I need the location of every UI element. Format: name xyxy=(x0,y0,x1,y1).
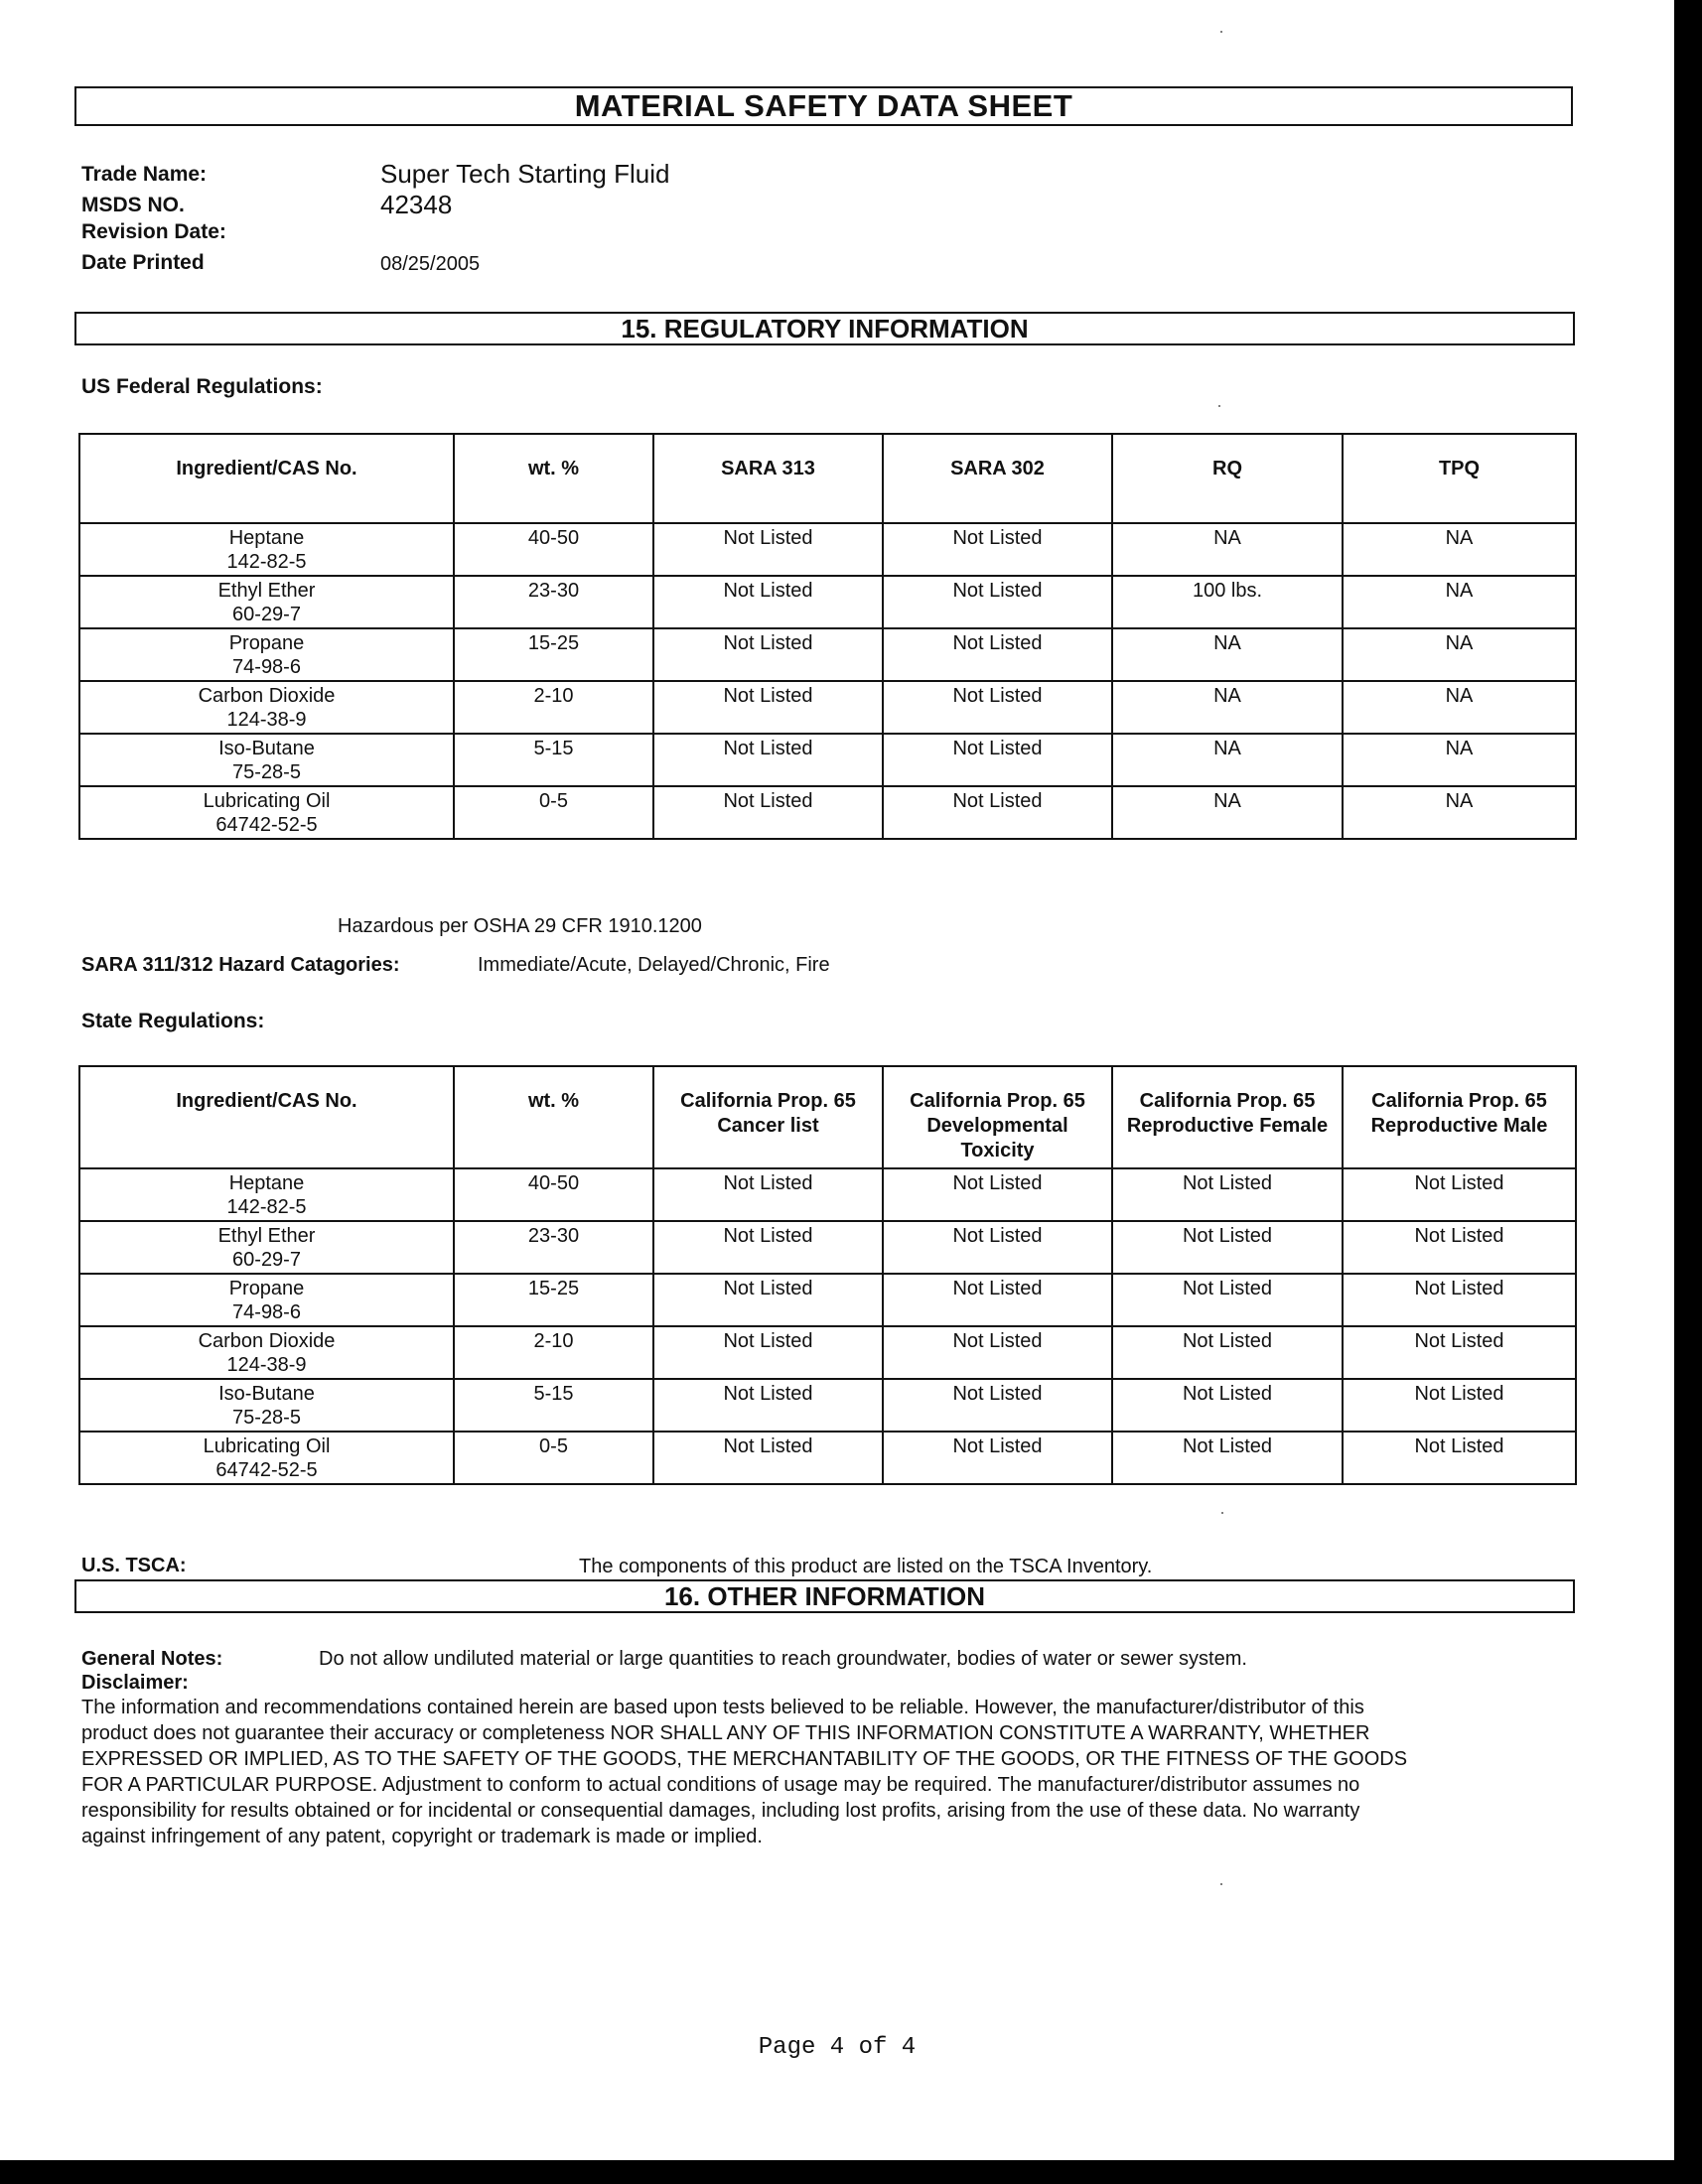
table-cell: NA xyxy=(1343,734,1576,786)
table-cell: Not Listed xyxy=(883,734,1112,786)
table-cell: NA xyxy=(1343,681,1576,734)
table-cell: Not Listed xyxy=(883,1221,1112,1274)
ingredient-name: Carbon Dioxide xyxy=(198,685,336,707)
table-row xyxy=(79,576,1576,628)
column-header xyxy=(454,1066,653,1168)
table-row xyxy=(79,786,1576,839)
column-header-line: Cancer list xyxy=(717,1115,819,1137)
table-cell: Not Listed xyxy=(653,628,883,681)
weight-percent-cell: 5-15 xyxy=(454,734,653,786)
table-cell: Not Listed xyxy=(1112,1432,1343,1484)
table-cell: Not Listed xyxy=(1112,1326,1343,1379)
state-regulations-heading: State Regulations: xyxy=(81,1010,265,1032)
table-cell: 100 lbs. xyxy=(1112,576,1343,628)
msds-no-value: 42348 xyxy=(380,190,453,219)
msds-no-label: MSDS NO. xyxy=(81,194,185,216)
column-header-line: Toxicity xyxy=(960,1140,1035,1161)
column-header: SARA 302 xyxy=(883,434,1112,523)
column-header-line: California Prop. 65 xyxy=(1139,1090,1316,1112)
ingredient-name: Heptane xyxy=(228,527,305,549)
disclaimer-line: The information and recommendations contained herein are based upon tests believed to be reliable. However, the manufacturer/distributor of this xyxy=(81,1697,1364,1718)
disclaimer-line: product does not guarantee their accuracy or completeness NOR SHALL ANY OF THIS INFORMATION CONSTITUTE A WARRANTY, WHETHER xyxy=(81,1722,1370,1744)
table-header-row xyxy=(79,1066,1576,1168)
weight-percent-cell: 2-10 xyxy=(454,681,653,734)
section-16-heading: 16. OTHER INFORMATION xyxy=(74,1579,1575,1613)
federal-regulations-table xyxy=(78,433,1577,840)
column-header-line: California Prop. 65 xyxy=(680,1090,856,1112)
weight-percent-cell: 0-5 xyxy=(454,786,653,839)
cas-number: 142-82-5 xyxy=(226,1196,307,1218)
table-cell: NA xyxy=(1343,523,1576,576)
disclaimer-line: responsibility for results obtained or for incidental or consequential damages, including lost profits, arising from the use of these data. No warranty xyxy=(81,1800,1360,1822)
weight-percent-cell: 15-25 xyxy=(454,1274,653,1326)
table-cell: Not Listed xyxy=(653,1168,883,1221)
weight-percent-cell: 23-30 xyxy=(454,1221,653,1274)
trade-name-value: Super Tech Starting Fluid xyxy=(380,159,670,189)
cas-number: 75-28-5 xyxy=(232,1407,301,1429)
table-cell: Not Listed xyxy=(1343,1274,1576,1326)
table-row xyxy=(79,1379,1576,1432)
cas-number: 60-29-7 xyxy=(232,604,301,625)
ingredient-cell xyxy=(79,1274,454,1326)
weight-percent-cell: 15-25 xyxy=(454,628,653,681)
cas-number: 64742-52-5 xyxy=(215,1459,318,1481)
scan-speck xyxy=(1220,31,1222,33)
table-cell: Not Listed xyxy=(883,523,1112,576)
tsca-value: The components of this product are listed on the TSCA Inventory. xyxy=(579,1556,1153,1577)
table-cell: Not Listed xyxy=(653,1432,883,1484)
column-header xyxy=(1112,1066,1343,1168)
table-cell: Not Listed xyxy=(883,576,1112,628)
weight-percent-cell: 23-30 xyxy=(454,576,653,628)
column-header: TPQ xyxy=(1343,434,1576,523)
table-cell: Not Listed xyxy=(1343,1326,1576,1379)
table-cell: Not Listed xyxy=(883,786,1112,839)
table-cell: Not Listed xyxy=(1112,1379,1343,1432)
table-row xyxy=(79,1326,1576,1379)
ingredient-name: Iso-Butane xyxy=(218,1383,315,1405)
column-header xyxy=(1343,1066,1576,1168)
scan-speck xyxy=(1218,405,1220,407)
table-cell: NA xyxy=(1343,576,1576,628)
federal-regulations-heading: US Federal Regulations: xyxy=(81,375,323,398)
state-table-body xyxy=(79,1168,1576,1484)
table-cell: Not Listed xyxy=(653,786,883,839)
table-cell: Not Listed xyxy=(883,1168,1112,1221)
column-header: SARA 313 xyxy=(653,434,883,523)
cas-number: 74-98-6 xyxy=(232,1301,301,1323)
cas-number: 75-28-5 xyxy=(232,761,301,783)
table-cell: Not Listed xyxy=(1343,1432,1576,1484)
date-printed-value: 08/25/2005 xyxy=(380,253,481,275)
table-cell: NA xyxy=(1112,523,1343,576)
weight-percent-cell: 5-15 xyxy=(454,1379,653,1432)
ingredient-cell xyxy=(79,1326,454,1379)
table-cell: Not Listed xyxy=(653,734,883,786)
table-row xyxy=(79,523,1576,576)
column-header-line: wt. % xyxy=(527,1090,580,1112)
date-printed-label: Date Printed xyxy=(81,251,205,274)
osha-note: Hazardous per OSHA 29 CFR 1910.1200 xyxy=(338,915,702,937)
ingredient-name: Lubricating Oil xyxy=(203,790,331,812)
ingredient-cell xyxy=(79,1379,454,1432)
column-header: Ingredient/CAS No. xyxy=(79,434,454,523)
scan-speck xyxy=(1221,1512,1223,1514)
table-cell: Not Listed xyxy=(883,628,1112,681)
table-cell: Not Listed xyxy=(653,523,883,576)
cas-number: 124-38-9 xyxy=(226,709,307,731)
general-notes-value: Do not allow undiluted material or large quantities to reach groundwater, bodies of water or sewer system. xyxy=(319,1648,1247,1670)
disclaimer-label: Disclaimer: xyxy=(81,1672,189,1694)
table-cell: Not Listed xyxy=(883,1274,1112,1326)
ingredient-cell xyxy=(79,628,454,681)
state-regulations-table xyxy=(78,1065,1577,1485)
table-cell: NA xyxy=(1112,628,1343,681)
table-cell: Not Listed xyxy=(883,1432,1112,1484)
table-row xyxy=(79,1221,1576,1274)
table-cell: Not Listed xyxy=(1112,1221,1343,1274)
ingredient-cell xyxy=(79,1221,454,1274)
disclaimer-text xyxy=(81,1695,1571,1849)
weight-percent-cell: 0-5 xyxy=(454,1432,653,1484)
ingredient-name: Ethyl Ether xyxy=(217,580,316,602)
page-number: Page 4 of 4 xyxy=(758,2034,917,2061)
ingredient-name: Heptane xyxy=(228,1172,305,1194)
column-header-line: California Prop. 65 xyxy=(1371,1090,1547,1112)
column-header xyxy=(79,1066,454,1168)
revision-date-label: Revision Date: xyxy=(81,220,226,243)
table-cell: Not Listed xyxy=(653,1221,883,1274)
table-header-row xyxy=(79,434,1576,523)
table-cell: Not Listed xyxy=(1343,1379,1576,1432)
ingredient-cell xyxy=(79,681,454,734)
table-row xyxy=(79,734,1576,786)
section-15-heading: 15. REGULATORY INFORMATION xyxy=(74,312,1575,345)
table-cell: Not Listed xyxy=(653,1326,883,1379)
ingredient-name: Iso-Butane xyxy=(218,738,315,759)
cas-number: 142-82-5 xyxy=(226,551,307,573)
ingredient-name: Ethyl Ether xyxy=(217,1225,316,1247)
table-row xyxy=(79,1274,1576,1326)
table-cell: Not Listed xyxy=(653,1274,883,1326)
column-header xyxy=(883,1066,1112,1168)
table-cell: Not Listed xyxy=(653,576,883,628)
table-row xyxy=(79,1432,1576,1484)
general-notes-label: General Notes: xyxy=(81,1648,223,1670)
table-cell: Not Listed xyxy=(883,1379,1112,1432)
disclaimer-line: against infringement of any patent, copyright or trademark is made or implied. xyxy=(81,1826,763,1847)
sara-hazard-value: Immediate/Acute, Delayed/Chronic, Fire xyxy=(478,954,830,976)
tsca-label: U.S. TSCA: xyxy=(81,1555,187,1576)
column-header-line: Reproductive Male xyxy=(1370,1115,1548,1137)
table-cell: Not Listed xyxy=(1343,1221,1576,1274)
ingredient-name: Propane xyxy=(228,1278,305,1299)
weight-percent-cell: 2-10 xyxy=(454,1326,653,1379)
column-header-line: Developmental xyxy=(926,1115,1068,1137)
table-cell: NA xyxy=(1112,786,1343,839)
scan-speck xyxy=(1220,1883,1222,1885)
federal-table-body xyxy=(79,523,1576,839)
table-cell: Not Listed xyxy=(1112,1168,1343,1221)
ingredient-cell xyxy=(79,576,454,628)
cas-number: 60-29-7 xyxy=(232,1249,301,1271)
column-header: wt. % xyxy=(454,434,653,523)
cas-number: 124-38-9 xyxy=(226,1354,307,1376)
table-cell: NA xyxy=(1112,681,1343,734)
table-cell: Not Listed xyxy=(883,681,1112,734)
table-cell: NA xyxy=(1112,734,1343,786)
table-cell: NA xyxy=(1343,786,1576,839)
ingredient-cell xyxy=(79,1168,454,1221)
column-header-line: California Prop. 65 xyxy=(910,1090,1085,1112)
document-title: MATERIAL SAFETY DATA SHEET xyxy=(74,86,1573,126)
sara-hazard-label: SARA 311/312 Hazard Catagories: xyxy=(81,954,400,976)
table-row xyxy=(79,628,1576,681)
column-header-line: Ingredient/CAS No. xyxy=(176,1090,357,1112)
ingredient-cell xyxy=(79,523,454,576)
disclaimer-line: EXPRESSED OR IMPLIED, AS TO THE SAFETY OF THE GOODS, THE MERCHANTABILITY OF THE GOODS, OR THE FITNESS OF THE GOODS xyxy=(81,1748,1408,1770)
scan-border-bottom xyxy=(0,2160,1702,2184)
trade-name-label: Trade Name: xyxy=(81,163,208,186)
table-row xyxy=(79,681,1576,734)
table-row xyxy=(79,1168,1576,1221)
column-header xyxy=(653,1066,883,1168)
cas-number: 64742-52-5 xyxy=(215,814,318,836)
ingredient-name: Propane xyxy=(228,632,305,654)
table-cell: NA xyxy=(1343,628,1576,681)
disclaimer-line: FOR A PARTICULAR PURPOSE. Adjustment to conform to actual conditions of usage may be required. The manufacturer/distributor assumes no xyxy=(81,1774,1360,1796)
weight-percent-cell: 40-50 xyxy=(454,1168,653,1221)
table-cell: Not Listed xyxy=(653,681,883,734)
ingredient-cell xyxy=(79,1432,454,1484)
cas-number: 74-98-6 xyxy=(232,656,301,678)
ingredient-cell xyxy=(79,734,454,786)
table-cell: Not Listed xyxy=(653,1379,883,1432)
weight-percent-cell: 40-50 xyxy=(454,523,653,576)
table-cell: Not Listed xyxy=(1112,1274,1343,1326)
scan-border-right xyxy=(1674,0,1702,2184)
table-cell: Not Listed xyxy=(883,1326,1112,1379)
ingredient-name: Carbon Dioxide xyxy=(198,1330,336,1352)
column-header-line: Reproductive Female xyxy=(1126,1115,1329,1137)
ingredient-cell xyxy=(79,786,454,839)
table-cell: Not Listed xyxy=(1343,1168,1576,1221)
column-header: RQ xyxy=(1112,434,1343,523)
ingredient-name: Lubricating Oil xyxy=(203,1435,331,1457)
